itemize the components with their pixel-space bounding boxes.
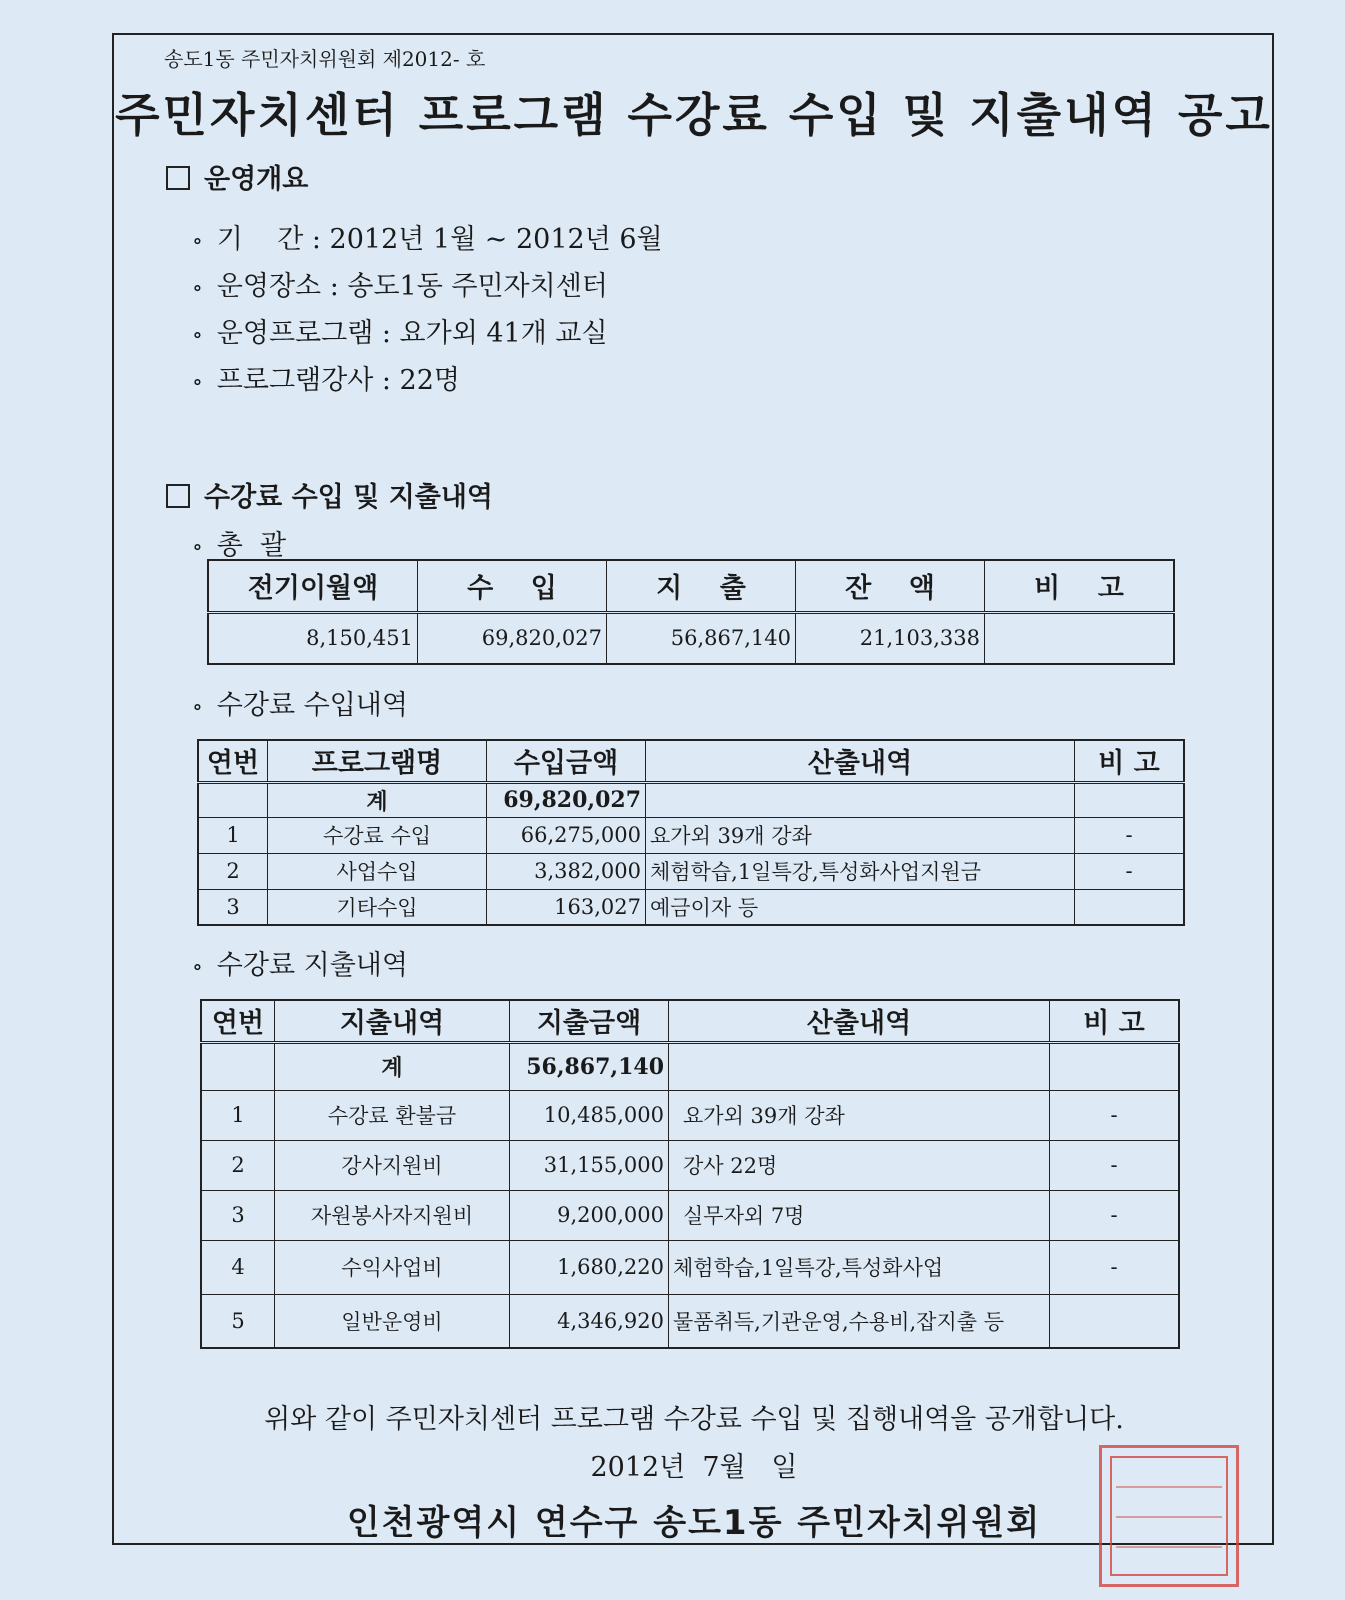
income-total-amount: 69,820,027 <box>487 782 646 817</box>
row-note: - <box>1050 1140 1180 1190</box>
closing-statement: 위와 같이 주민자치센터 프로그램 수강료 수입 및 집행내역을 공개합니다. <box>264 1404 1124 1435</box>
bullet-icon: ∘ <box>192 370 203 395</box>
row-note: - <box>1050 1190 1180 1240</box>
summary-header-income: 수 입 <box>418 560 607 612</box>
checkbox-square-icon <box>166 484 190 508</box>
summary-balance-value: 21,103,338 <box>796 612 985 664</box>
row-detail: 예금이자 등 <box>646 889 1075 925</box>
row-no: 4 <box>201 1240 275 1294</box>
row-no: 3 <box>198 889 268 925</box>
income-table <box>197 739 1185 926</box>
row-note: - <box>1075 817 1185 853</box>
table-row <box>201 1190 1179 1240</box>
organization-name: 인천광역시 연수구 송도1동 주민자치위원회 <box>346 1503 1042 1543</box>
row-no: 2 <box>201 1140 275 1190</box>
row-no: 1 <box>201 1090 275 1140</box>
income-header-detail: 산출내역 <box>646 740 1075 782</box>
row-detail: 물품취득,기관운영,수용비,잡지출 등 <box>669 1294 1050 1348</box>
expense-header-detail: 산출내역 <box>669 1000 1050 1042</box>
finance-heading: 수강료 수입 및 지출내역 <box>166 475 493 514</box>
summary-header-expense: 지 출 <box>607 560 796 612</box>
row-name: 일반운영비 <box>275 1294 510 1348</box>
row-note: - <box>1050 1240 1180 1294</box>
summary-header-note: 비 고 <box>985 560 1175 612</box>
bullet-icon: ∘ <box>192 276 203 301</box>
income-header-no: 연번 <box>198 740 268 782</box>
income-total-label: 계 <box>268 782 487 817</box>
bullet-icon: ∘ <box>192 323 203 348</box>
row-note <box>1075 889 1185 925</box>
row-amount: 10,485,000 <box>510 1090 669 1140</box>
summary-table <box>207 559 1175 665</box>
row-amount: 66,275,000 <box>487 817 646 853</box>
summary-carryover-value: 8,150,451 <box>208 612 418 664</box>
row-name: 사업수입 <box>268 853 487 889</box>
income-header-name: 프로그램명 <box>268 740 487 782</box>
row-name: 자원봉사자지원비 <box>275 1190 510 1240</box>
table-row <box>201 1140 1179 1190</box>
table-row <box>201 1240 1179 1294</box>
row-detail: 요가외 39개 강좌 <box>669 1090 1050 1140</box>
row-amount: 163,027 <box>487 889 646 925</box>
row-amount: 4,346,920 <box>510 1294 669 1348</box>
overview-instructors: ∘ 프로그램강사 : 22명 <box>192 365 460 396</box>
document-number: 송도1동 주민자치위원회 제2012- 호 <box>164 47 486 71</box>
table-row <box>198 889 1184 925</box>
bullet-icon: ∘ <box>192 955 203 980</box>
row-no: 5 <box>201 1294 275 1348</box>
row-note: - <box>1050 1090 1180 1140</box>
expense-header-amount: 지출금액 <box>510 1000 669 1042</box>
bullet-icon: ∘ <box>192 695 203 720</box>
row-detail: 강사 22명 <box>669 1140 1050 1190</box>
row-name: 수강료 수입 <box>268 817 487 853</box>
income-label: ∘ 수강료 수입내역 <box>192 690 408 721</box>
expense-header-no: 연번 <box>201 1000 275 1042</box>
row-note <box>1050 1294 1180 1348</box>
summary-header-carryover: 전기이월액 <box>208 560 418 612</box>
notice-document <box>112 33 1274 1545</box>
expense-table <box>200 999 1180 1349</box>
income-header-note: 비 고 <box>1075 740 1185 782</box>
summary-label: ∘ 총 괄 <box>192 530 287 561</box>
summary-header-balance: 잔 액 <box>796 560 985 612</box>
income-header-amount: 수입금액 <box>487 740 646 782</box>
table-row <box>201 1294 1179 1348</box>
table-row <box>198 817 1184 853</box>
official-seal-icon <box>1099 1445 1239 1587</box>
row-detail: 실무자외 7명 <box>669 1190 1050 1240</box>
overview-programs: ∘ 운영프로그램 : 요가외 41개 교실 <box>192 318 608 349</box>
overview-location: ∘ 운영장소 : 송도1동 주민자치센터 <box>192 271 608 302</box>
bullet-icon: ∘ <box>192 535 203 560</box>
checkbox-square-icon <box>166 166 190 190</box>
row-detail: 체험학습,1일특강,특성화사업 <box>669 1240 1050 1294</box>
row-no: 3 <box>201 1190 275 1240</box>
summary-expense-value: 56,867,140 <box>607 612 796 664</box>
expense-total-amount: 56,867,140 <box>510 1042 669 1090</box>
row-amount: 1,680,220 <box>510 1240 669 1294</box>
table-row <box>198 853 1184 889</box>
document-title: 주민자치센터 프로그램 수강료 수입 및 지출내역 공고 <box>115 88 1273 142</box>
expense-total-row <box>201 1042 1179 1090</box>
closing-date: 2012년 7월 일 <box>590 1452 798 1483</box>
overview-period: ∘ 기 간 : 2012년 1월 ~ 2012년 6월 <box>192 224 663 255</box>
row-amount: 9,200,000 <box>510 1190 669 1240</box>
row-detail: 체험학습,1일특강,특성화사업지원금 <box>646 853 1075 889</box>
row-amount: 3,382,000 <box>487 853 646 889</box>
expense-total-label: 계 <box>275 1042 510 1090</box>
row-detail: 요가외 39개 강좌 <box>646 817 1075 853</box>
row-name: 수강료 환불금 <box>275 1090 510 1140</box>
bullet-icon: ∘ <box>192 229 203 254</box>
summary-note-value <box>985 612 1175 664</box>
row-no: 1 <box>198 817 268 853</box>
summary-income-value: 69,820,027 <box>418 612 607 664</box>
row-name: 기타수입 <box>268 889 487 925</box>
row-note: - <box>1075 853 1185 889</box>
row-amount: 31,155,000 <box>510 1140 669 1190</box>
expense-header-name: 지출내역 <box>275 1000 510 1042</box>
income-total-row <box>198 782 1184 817</box>
row-name: 수익사업비 <box>275 1240 510 1294</box>
expense-label: ∘ 수강료 지출내역 <box>192 950 408 981</box>
table-row <box>201 1090 1179 1140</box>
expense-header-note: 비 고 <box>1050 1000 1180 1042</box>
row-no: 2 <box>198 853 268 889</box>
row-name: 강사지원비 <box>275 1140 510 1190</box>
overview-heading: 운영개요 <box>166 157 308 196</box>
